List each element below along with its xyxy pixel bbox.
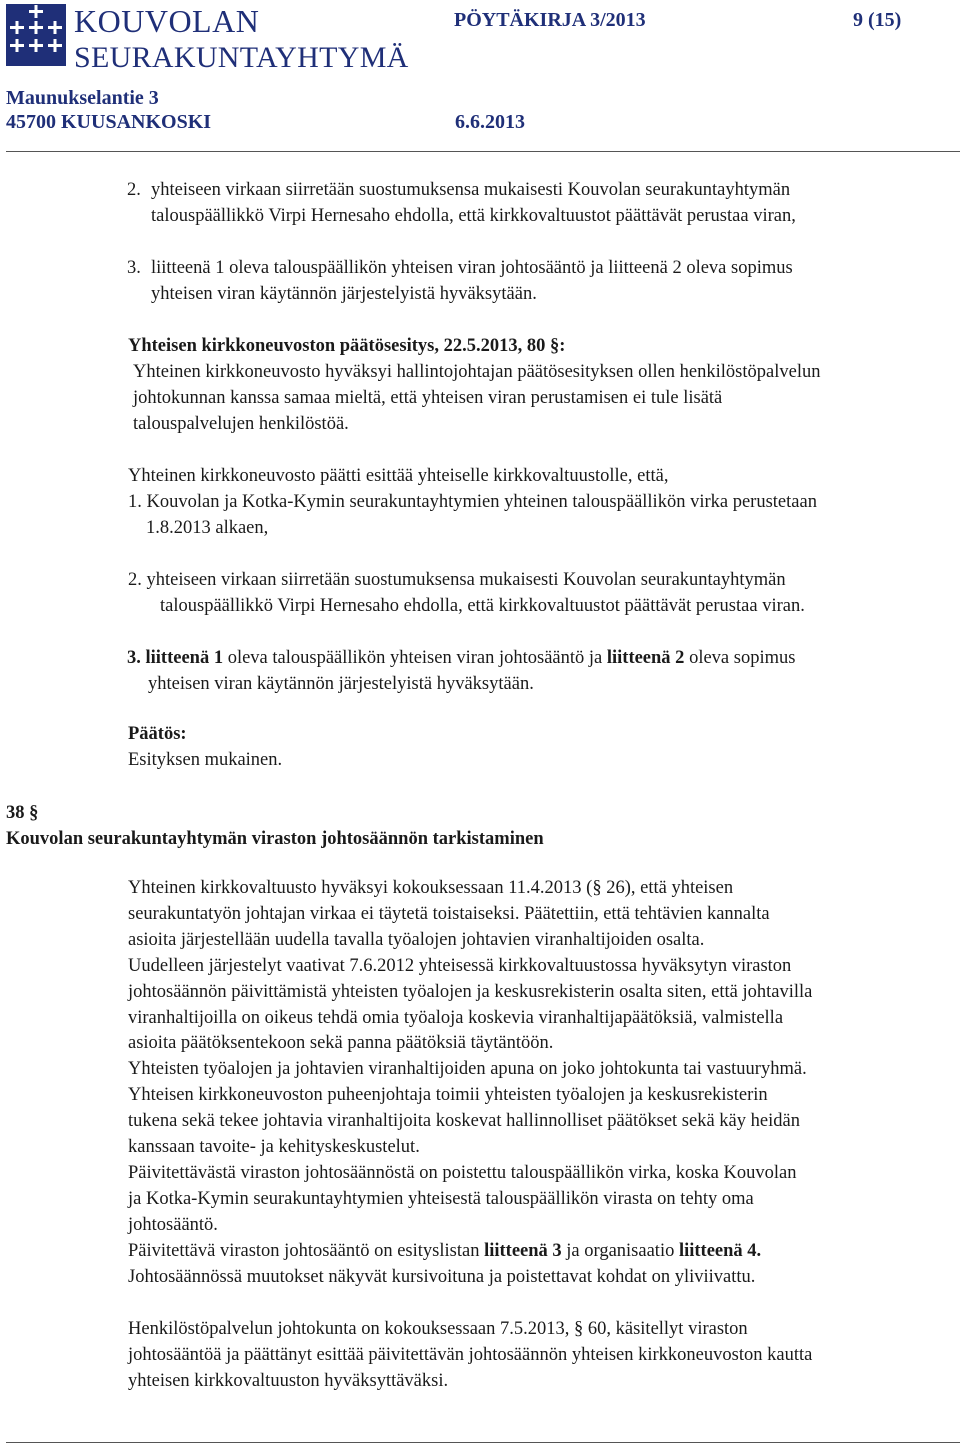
proposal-heading: Yhteisen kirkkoneuvoston päätösesitys, 22.5.2013, 80 §: — [128, 336, 566, 356]
proposal-paragraph-line: talouspalvelujen henkilöstöä. — [133, 414, 349, 434]
hr-board-line: Henkilöstöpalvelun johtokunta on kokouksessaan 7.5.2013, § 60, käsitellyt viraston — [128, 1319, 748, 1339]
crosses-icon — [6, 4, 66, 66]
logo-text-seurakuntayhtyma: SEURAKUNTAYHTYMÄ — [74, 41, 409, 74]
proposal-paragraph-line: johtokunnan kanssa samaa mieltä, että yhteisen viran perustamisen ei tule lisätä — [133, 388, 723, 408]
section-body-line: johtosääntö. — [128, 1214, 218, 1235]
proposal-item-3-line-1 — [127, 645, 795, 671]
item-3-text: oleva sopimus — [689, 648, 796, 668]
section-title: Kouvolan seurakuntayhtymän viraston johtosäännön tarkistaminen — [6, 829, 544, 849]
attachment-ref: liitteenä 2 — [606, 648, 685, 668]
decision-text: Esityksen mukainen. — [128, 750, 283, 770]
footer-divider — [6, 1442, 960, 1443]
attachments-line — [128, 1238, 761, 1264]
proposal-item-3-line-2: yhteisen viran käytännön järjestelyistä hyväksytään. — [148, 674, 534, 694]
attachment-ref: liitteenä 3 — [484, 1241, 562, 1261]
address-street: Maunukselantie 3 — [6, 87, 159, 109]
section-body-line: asioita järjestellään uudella tavalla työalojen johtavien viranhaltijoiden osalta. — [128, 929, 705, 950]
document-title: PÖYTÄKIRJA 3/2013 — [454, 9, 646, 31]
attachments-text: Päivitettävä viraston johtosääntö on esityslistan — [128, 1241, 480, 1261]
section-number: 38 § — [6, 803, 39, 823]
section-body-line: asioita päätöksentekoon sekä panna päätöksiä täytäntöön. — [128, 1033, 554, 1054]
section-body-line: Yhteisten työalojen ja johtavien viranhaltijoiden apuna on joko johtokunta tai vastuuryhmä. — [128, 1059, 807, 1080]
item-3-line-1: liitteenä 1 oleva talouspäällikön yhteisen viran johtosääntö ja liitteenä 2 oleva sopimus — [151, 258, 793, 278]
proposal-paragraph-line: Yhteinen kirkkoneuvosto hyväksyi hallintojohtajan päätösesityksen ollen henkilöstöpalvelun — [133, 362, 821, 382]
hr-board-line: yhteisen kirkkovaltuuston hyväksyttäväksi. — [128, 1371, 449, 1391]
proposal-item-2-line-1: 2. yhteiseen virkaan siirretään suostumuksensa mukaisesti Kouvolan seurakuntayhtymän — [128, 570, 786, 590]
section-body-line: Päivitettävästä viraston johtosäännöstä on poistettu talouspäällikön virka, koska Kouvolan — [128, 1162, 797, 1183]
section-body-line: kanssaan tavoite- ja kehityskeskustelut. — [128, 1137, 420, 1157]
item-number: 3. — [127, 648, 141, 668]
attachment-ref: liitteenä 1 — [145, 648, 224, 668]
section-body-line: viranhaltijoilla on oikeus tehdä omia työaloja koskevia viranhaltijapäätöksiä, valmistella — [128, 1007, 784, 1028]
proposal-item-2-line-2: talouspäällikkö Virpi Hernesaho ehdolla, että kirkkovaltuustot päättävät perustaa viran. — [160, 596, 805, 616]
item-3-text: oleva talouspäällikön yhteisen viran johtosääntö ja — [227, 648, 603, 668]
section-body-line: Uudelleen järjestelyt vaativat 7.6.2012 yhteisessä kirkkovaltuustossa hyväksytyn viraston — [128, 955, 792, 976]
header-divider — [6, 151, 960, 152]
page-number: 9 (15) — [853, 9, 902, 31]
item-number: 3. — [127, 258, 141, 278]
attachments-period: . — [756, 1241, 762, 1261]
logo-crosses — [6, 4, 66, 66]
proposal-item-1-line-2: 1.8.2013 alkaen, — [146, 518, 269, 538]
item-3-line-2: yhteisen viran käytännön järjestelyistä hyväksytään. — [151, 284, 537, 304]
document-date: 6.6.2013 — [455, 111, 525, 133]
section-body-line: ja Kotka-Kymin seurakuntayhtymien yhteisestä talouspäällikön virasta on tehty oma — [128, 1188, 754, 1209]
address-city: 45700 KUUSANKOSKI — [6, 111, 212, 133]
decision-label: Päätös: — [128, 724, 187, 744]
item-2-line-1: yhteiseen virkaan siirretään suostumuksensa mukaisesti Kouvolan seurakuntayhtymän — [151, 180, 791, 200]
section-body-line: Yhteisen kirkkoneuvoston puheenjohtaja toimii yhteisten työalojen ja keskusrekisterin — [128, 1085, 768, 1106]
item-number: 2. — [127, 180, 141, 200]
proposal-item-1-line-1: 1. Kouvolan ja Kotka-Kymin seurakuntayhtymien yhteinen talouspäällikön virka perustetaan — [128, 492, 817, 512]
item-2-line-2: talouspäällikkö Virpi Hernesaho ehdolla, että kirkkovaltuustot päättävät perustaa viran, — [151, 206, 796, 226]
section-body-line: seurakuntatyön johtajan virkaa ei täytetä toistaiseksi. Päätettiin, että tehtävien kannalta — [128, 903, 770, 924]
section-body-line: tukena sekä tekee johtavia viranhaltijoita koskevat hallinnolliset päätökset sekä käy heidän — [128, 1111, 800, 1132]
section-body-line: johtosäännön päivittämistä yhteisten työalojen ja keskusrekisterin osalta siten, että johtavilla — [128, 981, 813, 1002]
changes-note: Johtosäännössä muutokset näkyvät kursivoituna ja poistettavat kohdat on yliviivattu. — [128, 1267, 756, 1287]
logo-text-kouvolan: KOUVOLAN — [74, 3, 260, 39]
attachment-ref: liitteenä 4 — [678, 1241, 757, 1261]
proposal-decision-intro: Yhteinen kirkkoneuvosto päätti esittää yhteiselle kirkkovaltuustolle, että, — [128, 466, 669, 486]
attachments-text: ja organisaatio — [566, 1241, 675, 1261]
hr-board-line: johtosääntöä ja päättänyt esittää päivitettävän johtosäännön yhteisen kirkkoneuvoston kautta — [128, 1345, 813, 1365]
section-body-line: Yhteinen kirkkovaltuusto hyväksyi kokouksessaan 11.4.2013 (§ 26), että yhteisen — [128, 878, 734, 898]
